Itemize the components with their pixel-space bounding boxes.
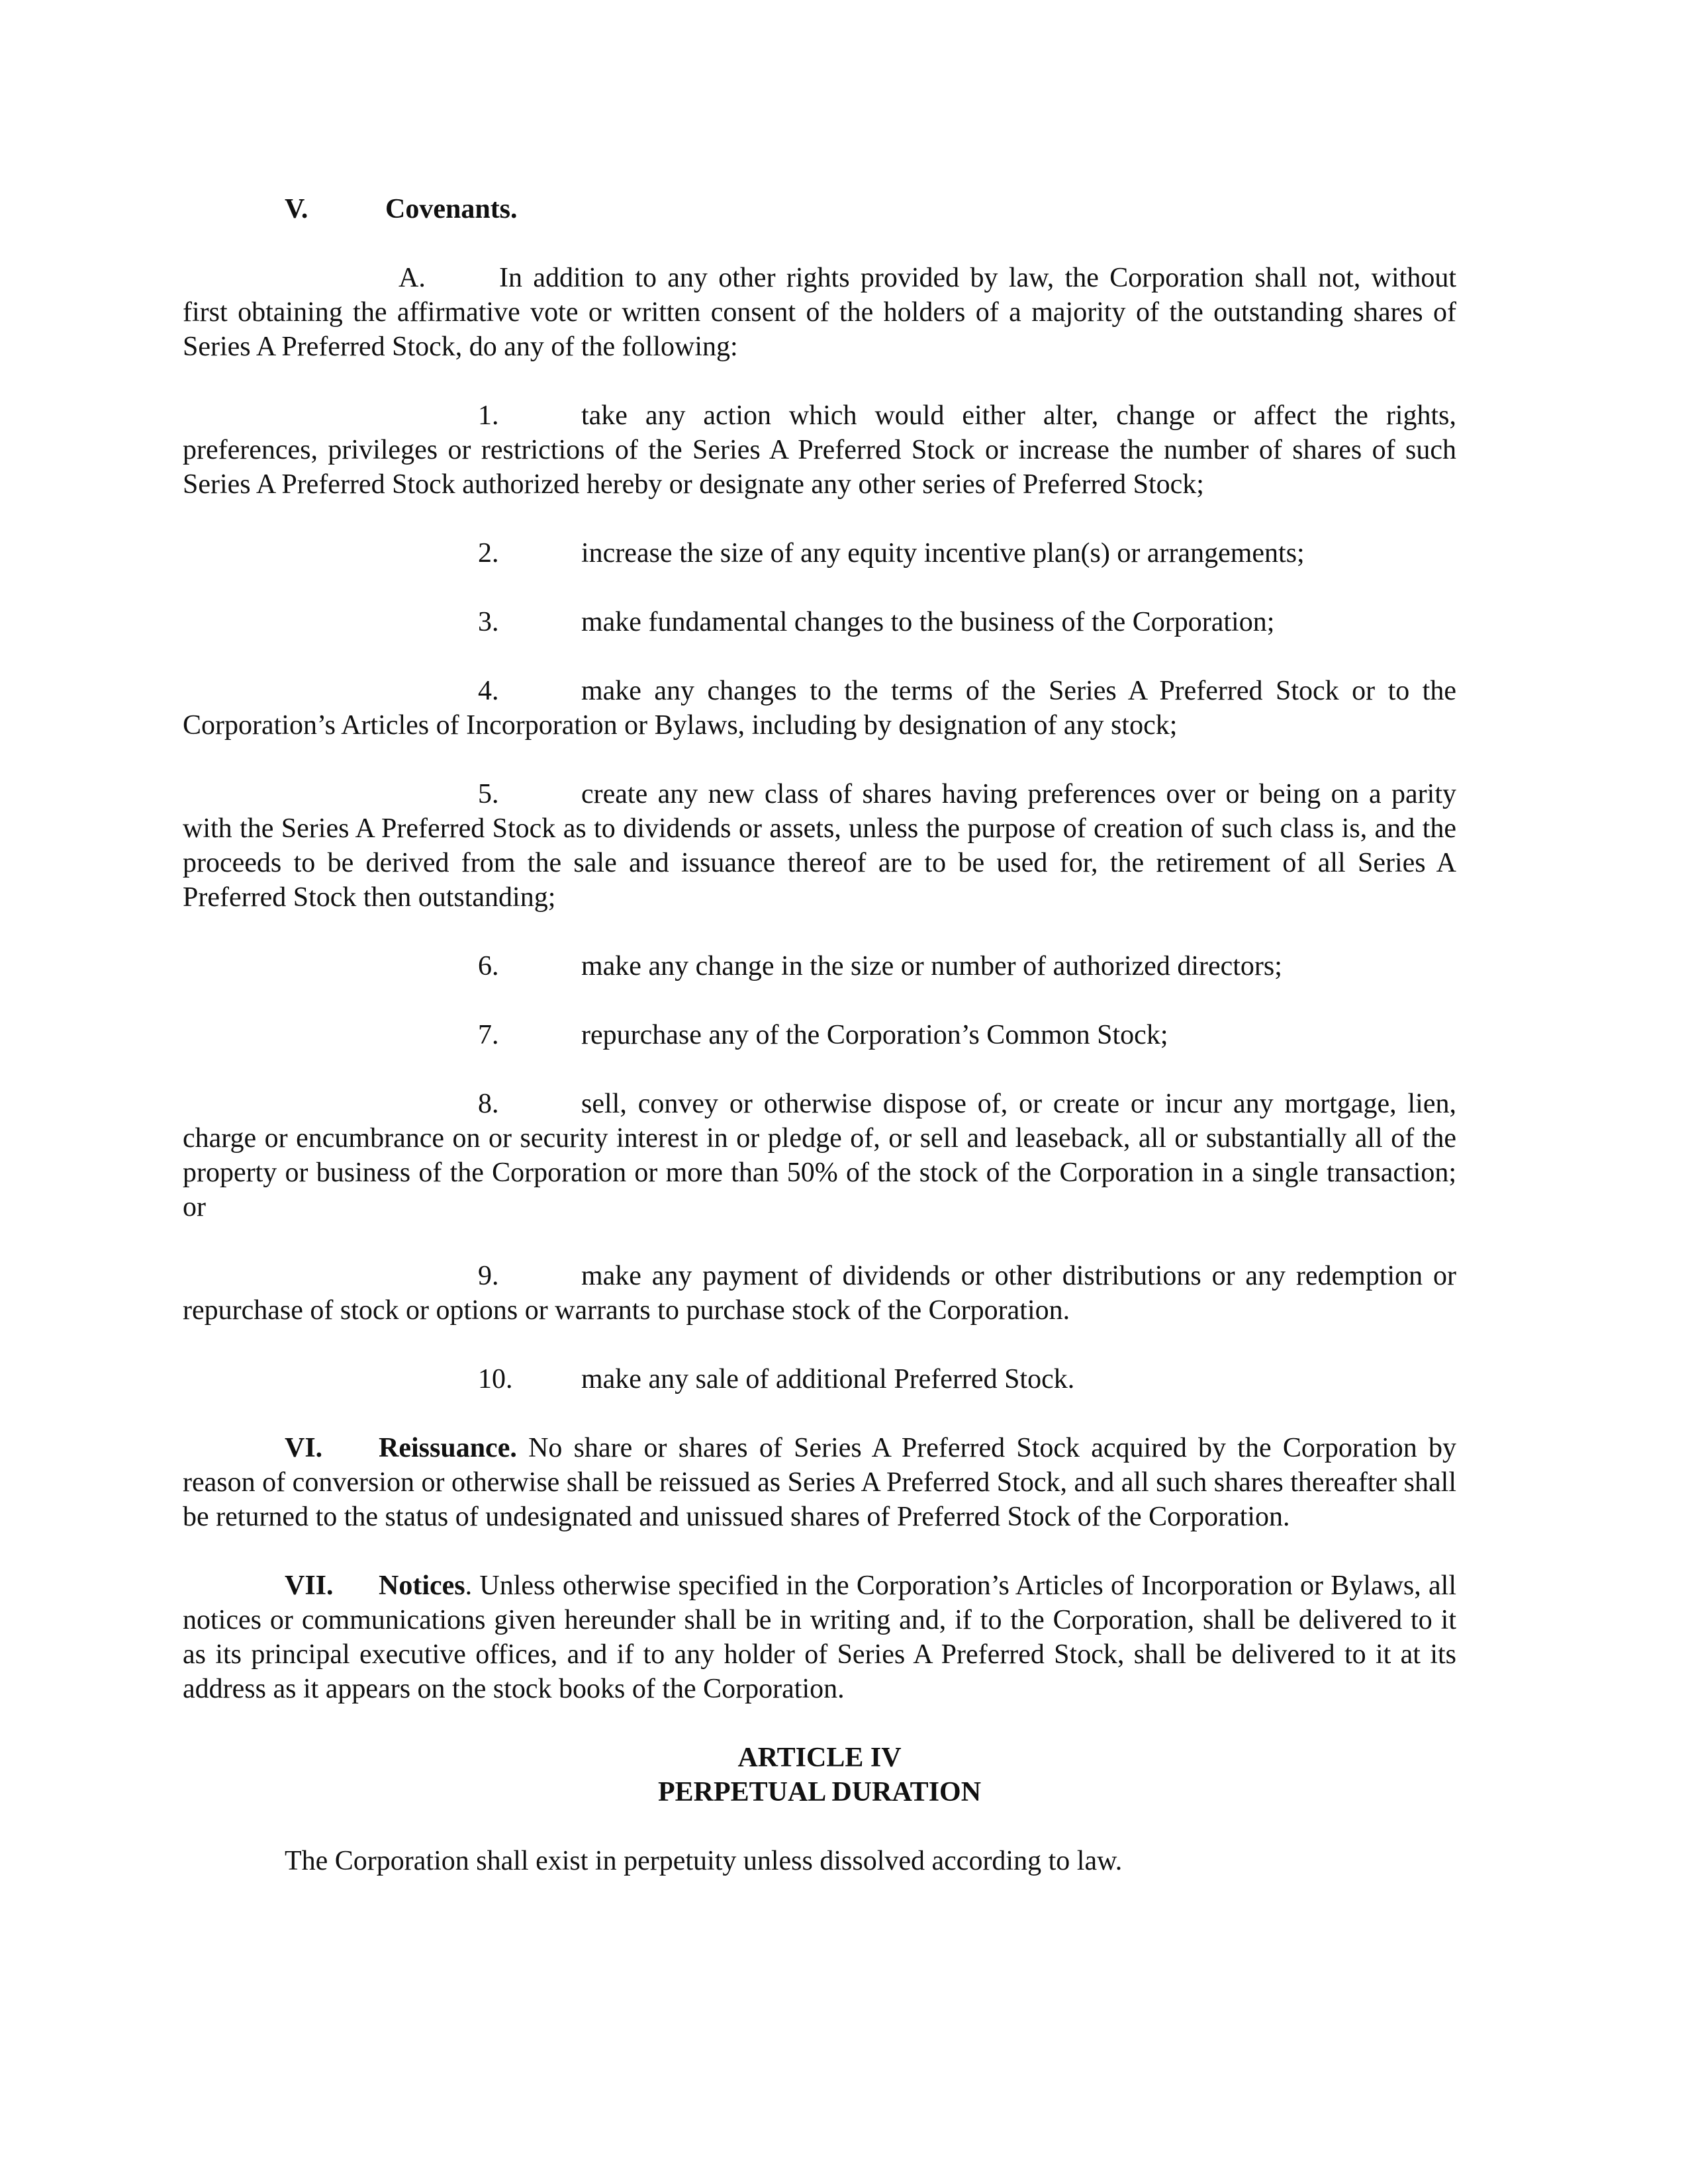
item-marker: 6. — [478, 951, 499, 981]
item-text: increase the size of any equity incentive plan(s) or arrangements; — [581, 538, 1305, 569]
document-page — [183, 192, 1456, 1878]
item-marker: 3. — [478, 607, 499, 637]
section-vii-title: Notices — [379, 1570, 465, 1601]
section-vii-number: VII. — [285, 1570, 334, 1601]
covenant-item-1 — [183, 398, 1456, 502]
item-text: take any action which would either alter, change or affect the rights, preferences, privileges or restrictions of the Series A Preferred Stock or increase the number of shares of such Series A Preferred Stock authorized hereby or designate any other series of Preferred Stock; — [183, 400, 1456, 500]
item-marker: 1. — [478, 400, 499, 431]
item-marker: 2. — [478, 538, 499, 569]
subsection-a-text: In addition to any other rights provided by law, the Corporation shall not, without first obtaining the affirmative vote or written consent of the holders of a majority of the outstanding shares of Series A Preferred Stock, do any of the following: — [183, 263, 1456, 362]
section-vi-number: VI. — [285, 1433, 323, 1463]
covenant-item-9 — [183, 1259, 1456, 1328]
item-text: create any new class of shares having preferences over or being on a parity with the Series A Preferred Stock as to dividends or assets, unless the purpose of creation of such class is, and the proceeds to be derived from the sale and issuance thereof are to be used for, the retirement of all Series A Preferred Stock then outstanding; — [183, 779, 1456, 913]
item-text: make fundamental changes to the business of the Corporation; — [581, 607, 1275, 637]
item-marker: 5. — [478, 779, 499, 809]
item-text: make any sale of additional Preferred Stock. — [581, 1364, 1075, 1394]
section-v-heading — [183, 192, 1456, 226]
article-iv-title: ARTICLE IV — [737, 1743, 902, 1773]
item-marker: 7. — [478, 1020, 499, 1050]
section-v-number: V. — [285, 194, 308, 224]
section-vi-text: No share or shares of Series A Preferred Stock acquired by the Corporation by reason of conversion or otherwise shall be reissued as Series A Preferred Stock, and all such shares thereafter shall be returned to the status of undesignated and unissued shares of Preferred Stock of the Corporation. — [183, 1433, 1457, 1532]
covenant-item-3 — [183, 605, 1456, 639]
section-vii-text: Unless otherwise specified in the Corporation’s Articles of Incorporation or Bylaws, all notices or communications given hereunder shall be in writing and, if to the Corporation, shall be delivered to it as its principal executive offices, and if to any holder of Series A Preferred Stock, shall be delivered to it at its address as it appears on the stock books of the Corporation. — [183, 1570, 1457, 1704]
section-vi-title: Reissuance. — [379, 1433, 517, 1463]
article-iv-text: The Corporation shall exist in perpetuity unless dissolved according to law. — [285, 1846, 1123, 1876]
item-text: make any changes to the terms of the Series A Preferred Stock or to the Corporation’s Articles of Incorporation or Bylaws, including by designation of any stock; — [183, 676, 1456, 741]
covenant-item-6 — [183, 949, 1456, 983]
covenant-item-7 — [183, 1018, 1456, 1052]
item-marker: 10. — [478, 1364, 513, 1394]
item-text: repurchase any of the Corporation’s Common Stock; — [581, 1020, 1168, 1050]
subsection-a — [183, 261, 1456, 364]
covenant-item-4 — [183, 674, 1456, 743]
section-vii-period: . — [465, 1570, 473, 1601]
item-marker: 9. — [478, 1261, 499, 1291]
section-vii — [183, 1569, 1456, 1706]
item-text: make any payment of dividends or other distributions or any redemption or repurchase of stock or options or warrants to purchase stock of the Corporation. — [183, 1261, 1456, 1326]
covenant-item-8 — [183, 1087, 1456, 1224]
covenant-item-5 — [183, 777, 1456, 915]
subsection-a-marker: A. — [399, 263, 426, 293]
item-marker: 8. — [478, 1089, 499, 1119]
article-iv-subtitle: PERPETUAL DURATION — [657, 1777, 982, 1807]
covenant-item-2 — [183, 536, 1456, 570]
item-text: make any change in the size or number of authorized directors; — [581, 951, 1282, 981]
section-vi — [183, 1431, 1456, 1534]
section-v-title: Covenants. — [385, 194, 518, 224]
item-marker: 4. — [478, 676, 499, 706]
article-iv-heading — [183, 1741, 1456, 1809]
item-text: sell, convey or otherwise dispose of, or create or incur any mortgage, lien, charge or encumbrance on or security interest in or pledge of, or sell and leaseback, all or substantially all of the property or business of the Corporation or more than 50% of the stock of the Corporation in a single transaction; or — [183, 1089, 1456, 1222]
covenant-item-10 — [183, 1362, 1456, 1396]
